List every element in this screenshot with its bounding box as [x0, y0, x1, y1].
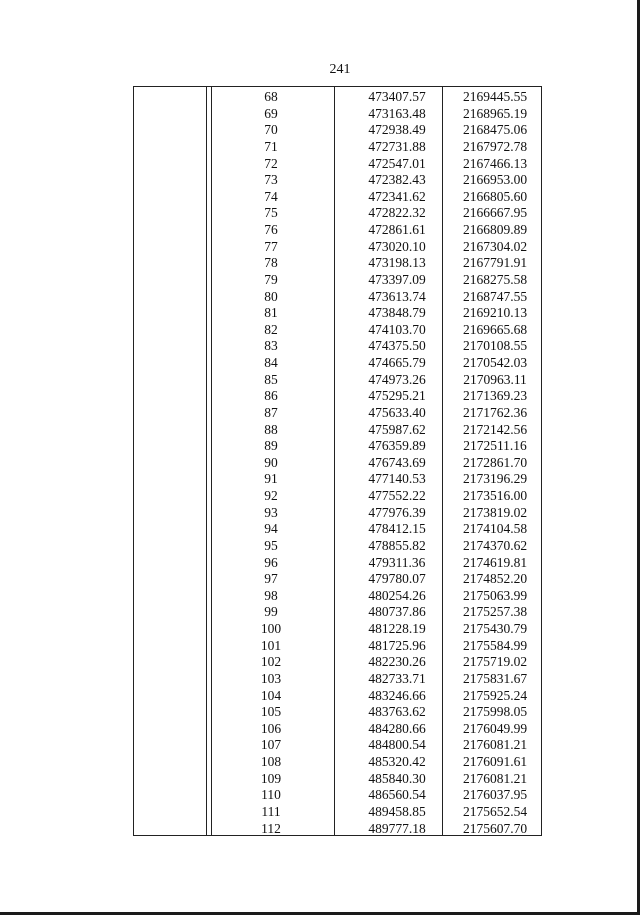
x-coordinate-cell: 475295.21	[368, 388, 426, 404]
table-row	[134, 538, 541, 555]
x-coordinate-cell: 472341.62	[368, 188, 426, 204]
x-coordinate-cell: 473848.79	[368, 305, 426, 321]
point-number-cell: 72	[264, 155, 278, 171]
x-coordinate-cell: 472861.61	[368, 222, 426, 237]
table-row	[134, 604, 541, 621]
y-coordinate-cell: 2170542.03	[462, 355, 528, 370]
x-coordinate-cell: 483763.62	[368, 704, 426, 720]
table-row	[134, 222, 541, 239]
table-row	[134, 588, 541, 605]
point-number-cell: 96	[264, 554, 278, 570]
point-number-cell: 87	[264, 404, 278, 420]
table-row	[134, 704, 541, 721]
table-row	[134, 787, 541, 804]
point-number-cell: 91	[264, 471, 278, 487]
y-coordinate-cell: 2175652.54	[462, 803, 528, 819]
y-coordinate-cell: 2167304.02	[462, 238, 528, 254]
y-coordinate-cell: 2167466.13	[462, 155, 528, 171]
x-coordinate-cell: 477552.22	[368, 488, 426, 503]
table-row	[134, 272, 541, 289]
x-coordinate-cell: 480254.26	[368, 587, 426, 603]
y-coordinate-cell: 2170963.11	[463, 371, 527, 387]
y-coordinate-cell: 2176049.99	[462, 720, 528, 736]
x-coordinate-cell: 478855.82	[368, 537, 426, 553]
table-row	[134, 754, 541, 771]
point-number-cell: 95	[264, 537, 278, 553]
y-coordinate-cell: 2175257.38	[462, 604, 528, 620]
y-coordinate-cell: 2175998.05	[462, 704, 528, 720]
x-coordinate-cell: 472731.88	[368, 138, 426, 154]
y-coordinate-cell: 2168747.55	[462, 288, 528, 304]
table-row	[134, 355, 541, 372]
point-number-cell: 104	[260, 687, 282, 703]
table-row	[134, 654, 541, 671]
table-row	[134, 638, 541, 655]
y-coordinate-cell: 2176037.95	[462, 787, 528, 803]
table-row	[134, 721, 541, 738]
point-number-cell: 89	[264, 438, 278, 454]
point-number-cell: 84	[264, 355, 278, 370]
y-coordinate-cell: 2176081.21	[462, 737, 528, 753]
y-coordinate-cell: 2169210.13	[462, 305, 528, 321]
x-coordinate-cell: 485320.42	[368, 754, 426, 769]
table-row	[134, 821, 541, 838]
table-row	[134, 521, 541, 538]
y-coordinate-cell: 2168275.58	[462, 271, 528, 287]
x-coordinate-cell: 478412.15	[368, 521, 426, 537]
x-coordinate-cell: 489458.85	[368, 803, 426, 819]
x-coordinate-cell: 472382.43	[368, 172, 426, 188]
coordinates-table	[133, 86, 542, 836]
x-coordinate-cell: 474103.70	[368, 321, 426, 337]
table-row	[134, 405, 541, 422]
y-coordinate-cell: 2175925.24	[462, 687, 528, 703]
table-row	[134, 688, 541, 705]
x-coordinate-cell: 482230.26	[368, 654, 426, 670]
y-coordinate-cell: 2172861.70	[462, 454, 528, 470]
table-body	[134, 89, 541, 837]
x-coordinate-cell: 484800.54	[368, 737, 426, 753]
point-number-cell: 74	[264, 188, 278, 204]
point-number-cell: 70	[264, 122, 278, 138]
point-number-cell: 94	[264, 521, 278, 537]
table-row	[134, 737, 541, 754]
point-number-cell: 71	[264, 138, 278, 154]
y-coordinate-cell: 2174370.62	[462, 537, 528, 553]
x-coordinate-cell: 483246.66	[368, 687, 426, 703]
point-number-cell: 90	[264, 454, 278, 470]
point-number-cell: 110	[261, 787, 281, 803]
point-number-cell: 81	[264, 305, 278, 321]
table-row	[134, 106, 541, 123]
y-coordinate-cell: 2171762.36	[462, 404, 528, 420]
y-coordinate-cell: 2167791.91	[462, 255, 528, 271]
table-row	[134, 305, 541, 322]
x-coordinate-cell: 479311.36	[368, 554, 426, 570]
point-number-cell: 82	[264, 321, 278, 337]
table-row	[134, 621, 541, 638]
x-coordinate-cell: 472822.32	[368, 205, 426, 221]
point-number-cell: 92	[264, 488, 278, 503]
x-coordinate-cell: 481228.19	[368, 621, 426, 636]
x-coordinate-cell: 481725.96	[368, 637, 426, 653]
table-row	[134, 89, 541, 106]
x-coordinate-cell: 473397.09	[368, 271, 426, 287]
y-coordinate-cell: 2166667.95	[462, 205, 528, 221]
point-number-cell: 101	[260, 637, 282, 653]
table-row	[134, 156, 541, 173]
y-coordinate-cell: 2173196.29	[462, 471, 528, 487]
x-coordinate-cell: 474973.26	[368, 371, 426, 387]
x-coordinate-cell: 482733.71	[368, 670, 426, 686]
x-coordinate-cell: 479780.07	[368, 571, 426, 587]
x-coordinate-cell: 473198.13	[368, 255, 426, 271]
table-row	[134, 471, 541, 488]
x-coordinate-cell: 473613.74	[368, 288, 426, 304]
point-number-cell: 103	[260, 670, 282, 686]
point-number-cell: 73	[264, 172, 278, 188]
y-coordinate-cell: 2168475.06	[462, 122, 528, 138]
x-coordinate-cell: 489777.18	[368, 820, 426, 836]
page-number: 241	[329, 62, 351, 77]
y-coordinate-cell: 2175719.02	[462, 654, 528, 670]
y-coordinate-cell: 2175831.67	[462, 670, 528, 686]
y-coordinate-cell: 2174852.20	[462, 571, 528, 587]
table-row	[134, 488, 541, 505]
table-row	[134, 671, 541, 688]
y-coordinate-cell: 2170108.55	[462, 338, 528, 354]
y-coordinate-cell: 2166809.89	[462, 222, 528, 237]
table-row	[134, 455, 541, 472]
table-row	[134, 571, 541, 588]
y-coordinate-cell: 2172511.16	[463, 438, 527, 454]
y-coordinate-cell: 2171369.23	[462, 388, 528, 404]
table-row	[134, 322, 541, 339]
x-coordinate-cell: 476359.89	[368, 438, 426, 454]
x-coordinate-cell: 485840.30	[368, 770, 426, 786]
x-coordinate-cell: 486560.54	[368, 787, 426, 803]
table-row	[134, 505, 541, 522]
table-row	[134, 172, 541, 189]
table-row	[134, 771, 541, 788]
y-coordinate-cell: 2166805.60	[462, 188, 528, 204]
point-number-cell: 77	[264, 238, 278, 254]
y-coordinate-cell: 2169665.68	[462, 321, 528, 337]
point-number-cell: 112	[261, 820, 281, 836]
table-row	[134, 388, 541, 405]
y-coordinate-cell: 2167972.78	[462, 138, 528, 154]
x-coordinate-cell: 472938.49	[368, 122, 426, 138]
table-row	[134, 438, 541, 455]
point-number-cell: 68	[264, 89, 278, 104]
table-row	[134, 804, 541, 821]
x-coordinate-cell: 476743.69	[368, 454, 426, 470]
y-coordinate-cell: 2173819.02	[462, 504, 528, 520]
point-number-cell: 78	[264, 255, 278, 271]
y-coordinate-cell: 2176091.61	[462, 754, 528, 769]
point-number-cell: 107	[260, 737, 282, 753]
point-number-cell: 105	[260, 704, 282, 720]
table-row	[134, 422, 541, 439]
point-number-cell: 111	[261, 803, 281, 819]
point-number-cell: 98	[264, 587, 278, 603]
point-number-cell: 88	[264, 421, 278, 437]
point-number-cell: 75	[264, 205, 278, 221]
table-row	[134, 139, 541, 156]
y-coordinate-cell: 2173516.00	[462, 488, 528, 503]
point-number-cell: 83	[264, 338, 278, 354]
x-coordinate-cell: 477976.39	[368, 504, 426, 520]
table-row	[134, 189, 541, 206]
table-row	[134, 255, 541, 272]
x-coordinate-cell: 473163.48	[368, 105, 426, 121]
point-number-cell: 102	[260, 654, 282, 670]
x-coordinate-cell: 475987.62	[368, 421, 426, 437]
y-coordinate-cell: 2175584.99	[462, 637, 528, 653]
x-coordinate-cell: 472547.01	[368, 155, 426, 171]
table-row	[134, 372, 541, 389]
point-number-cell: 86	[264, 388, 278, 404]
x-coordinate-cell: 474665.79	[368, 355, 426, 370]
y-coordinate-cell: 2176081.21	[462, 770, 528, 786]
y-coordinate-cell: 2169445.55	[462, 89, 528, 104]
point-number-cell: 93	[264, 504, 278, 520]
table-row	[134, 289, 541, 306]
y-coordinate-cell: 2172142.56	[462, 421, 528, 437]
x-coordinate-cell: 477140.53	[368, 471, 426, 487]
point-number-cell: 69	[264, 105, 278, 121]
table-row	[134, 122, 541, 139]
point-number-cell: 108	[260, 754, 282, 769]
table-row	[134, 239, 541, 256]
y-coordinate-cell: 2175607.70	[462, 820, 528, 836]
point-number-cell: 76	[264, 222, 278, 237]
x-coordinate-cell: 480737.86	[368, 604, 426, 620]
point-number-cell: 79	[264, 271, 278, 287]
x-coordinate-cell: 474375.50	[368, 338, 426, 354]
y-coordinate-cell: 2175430.79	[462, 621, 528, 636]
table-row	[134, 555, 541, 572]
table-row	[134, 338, 541, 355]
x-coordinate-cell: 475633.40	[368, 404, 426, 420]
point-number-cell: 85	[264, 371, 278, 387]
point-number-cell: 80	[264, 288, 278, 304]
y-coordinate-cell: 2174619.81	[462, 554, 528, 570]
point-number-cell: 109	[260, 770, 282, 786]
x-coordinate-cell: 473020.10	[368, 238, 426, 254]
x-coordinate-cell: 473407.57	[368, 89, 426, 104]
y-coordinate-cell: 2175063.99	[462, 587, 528, 603]
x-coordinate-cell: 484280.66	[368, 720, 426, 736]
point-number-cell: 99	[264, 604, 278, 620]
point-number-cell: 106	[260, 720, 282, 736]
y-coordinate-cell: 2168965.19	[462, 105, 528, 121]
point-number-cell: 100	[260, 621, 282, 636]
table-row	[134, 205, 541, 222]
y-coordinate-cell: 2166953.00	[462, 172, 528, 188]
point-number-cell: 97	[264, 571, 278, 587]
y-coordinate-cell: 2174104.58	[462, 521, 528, 537]
